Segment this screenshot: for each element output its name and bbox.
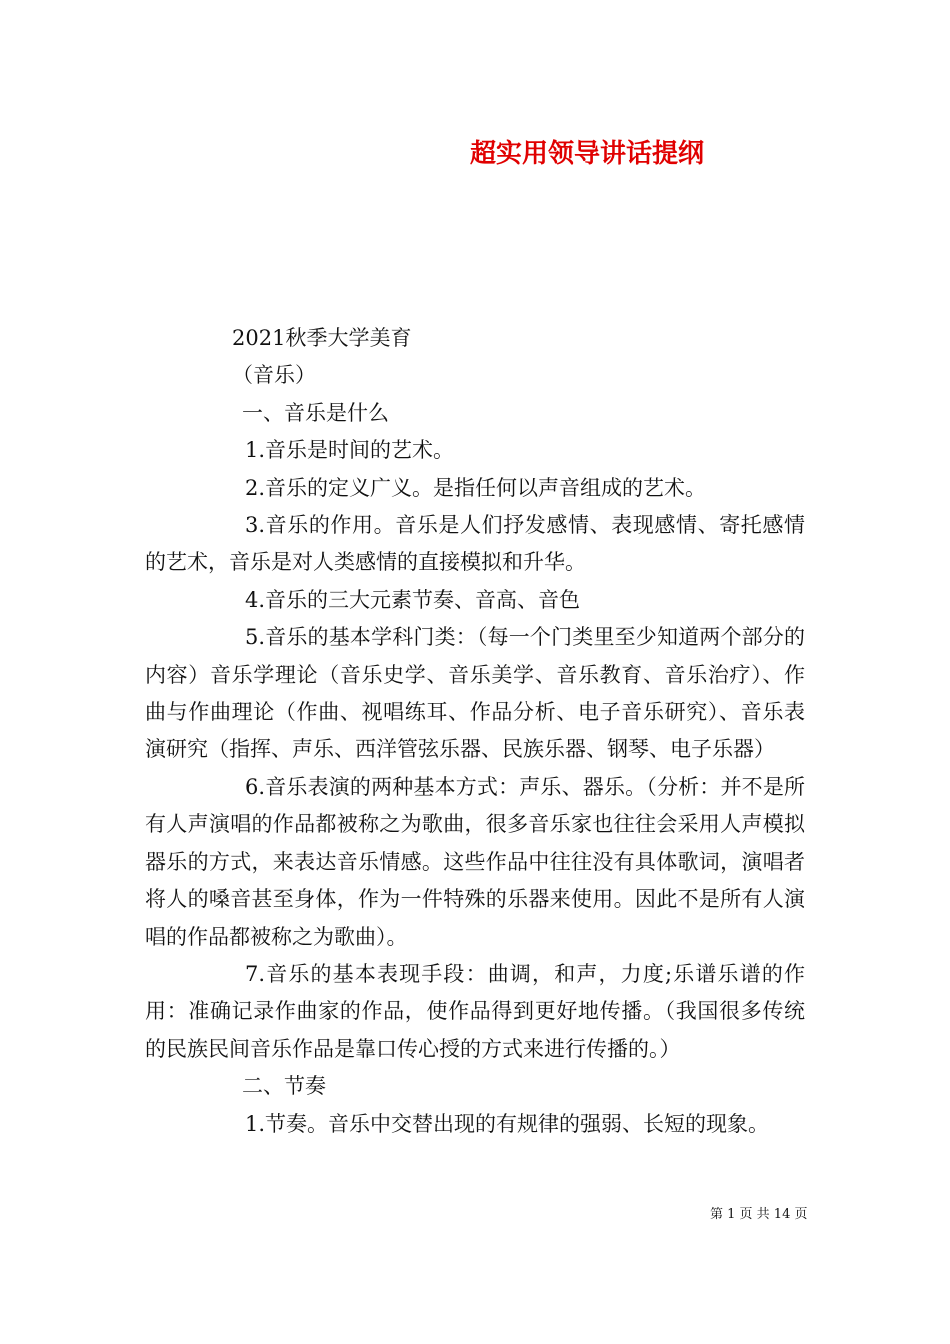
paragraph: 6.音乐表演的两种基本方式：声乐、器乐。（分析：并不是所有人声演唱的作品都被称之为歌曲，很多音乐家也往往会采用人声模拟器乐的方式，来表达音乐情感。这些作品中往往没有具体歌词，演唱者将人的嗓音甚至身体，作为一件特殊的乐器来使用。因此不是所有人演唱的作品都被称之为歌曲）。 [145,774,805,949]
paragraph: 3.音乐的作用。音乐是人们抒发感情、表现感情、寄托感情的艺术，音乐是对人类感情的直接模拟和升华。 [145,513,805,575]
paragraph: 5.音乐的基本学科门类：（每一个门类里至少知道两个部分的内容）音乐学理论（音乐史学、音乐美学、音乐教育、音乐治疗）、作曲与作曲理论（作曲、视唱练耳、作品分析、电子音乐研究）、音乐表演研究（指挥、声乐、西洋管弦乐器、民族乐器、钢琴、电子乐器） [145,625,805,762]
document-title: 超实用领导讲话提纲 [470,139,705,169]
paragraph: 7.音乐的基本表现手段：曲调，和声，力度;乐谱乐谱的作用：准确记录作曲家的作品，使作品得到更好地传播。（我国很多传统的民族民间音乐作品是靠口传心授的方式来进行传播的。） [145,961,805,1061]
paragraph: 1.音乐是时间的艺术。 [245,438,455,463]
paragraph-subject: （音乐） [232,363,316,388]
page-number: 第 1 页 共 14 页 [710,1207,808,1222]
paragraph-course-title: 2021秋季大学美育 [232,326,412,350]
paragraph: 2.音乐的定义广义。是指任何以声音组成的艺术。 [245,475,707,500]
paragraph: 4.音乐的三大元素节奏、音高、音色 [245,587,581,612]
paragraph-section-heading: 二、节奏 [242,1074,326,1099]
paragraph: 1.节奏。音乐中交替出现的有规律的强弱、长短的现象。 [245,1111,770,1136]
document-body [145,320,805,1143]
paragraph-section-heading: 一、音乐是什么 [242,400,389,425]
